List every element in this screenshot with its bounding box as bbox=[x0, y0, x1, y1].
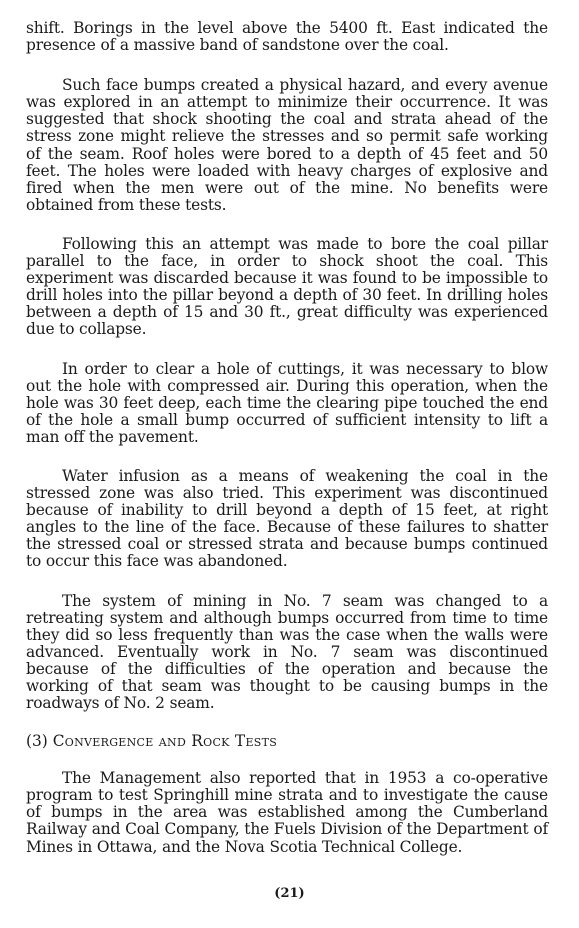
document-page bbox=[26, 20, 548, 856]
section-heading bbox=[26, 732, 548, 750]
paragraph-continuation: shift. Borings in the level above the 5400 ft. East indicated the presence of a massive band of sandstone over the coal. bbox=[26, 19, 548, 55]
section-number: (3) bbox=[26, 732, 48, 751]
page-number: (21) bbox=[274, 886, 305, 901]
paragraph-coal-pillar: Following this an attempt was made to bore the coal pillar parallel to the face, in order to shock shoot the coal. This experiment was discarded because it was found to be impossible to drill holes into the pillar beyond a depth of 30 feet. In drilling holes between a depth of 15 and 30 ft., great difficulty was experienced due to collapse. bbox=[26, 234, 548, 339]
paragraph-cuttings: In order to clear a hole of cuttings, it was necessary to blow out the hole with compressed air. During this operation, when the hole was 30 feet deep, each time the clearing pipe touched the end of the hole a small bump occurred of sufficient intensity to lift a man off the pavement. bbox=[26, 359, 548, 446]
paragraph-retreating-system: The system of mining in No. 7 seam was changed to a retreating system and although bumps occurred from time to time they did so less frequently than was the case when the walls were advanced. Eventually work in No. 7 seam was discontinued because of the difficulties of the operation and because the working of that seam was thought to be causing bumps in the roadways of No. 2 seam. bbox=[26, 591, 548, 713]
paragraph-face-bumps: Such face bumps created a physical hazard, and every avenue was explored in an attempt to minimize their occurrence. It was suggested that shock shooting the coal and strata ahead of the stress zone might relieve the stresses and so permit safe working of the seam. Roof holes were bored to a depth of 45 feet and 50 feet. The holes were loaded with heavy charges of explosive and fired when the men were out of the mine. No benefits were obtained from these tests. bbox=[26, 76, 548, 214]
paragraph-cooperative-program: The Management also reported that in 1953 a co-operative program to test Springhill mine strata and to investigate the cause of bumps in the area was established among the Cumberland Railway and Coal Company, the Fuels Division of the Department of Mines in Ottawa, and the Nova Scotia Technical College. bbox=[26, 769, 548, 856]
section-title: Convergence and Rock Tests bbox=[52, 732, 278, 751]
paragraph-water-infusion: Water infusion as a means of weakening the coal in the stressed zone was also tried. This experiment was discontinued because of inability to drill beyond a depth of 15 feet, at right angles to the line of the face. Because of these failures to shatter the stressed coal or stressed strata and because bumps continued to occur this face was abandoned. bbox=[26, 466, 548, 571]
